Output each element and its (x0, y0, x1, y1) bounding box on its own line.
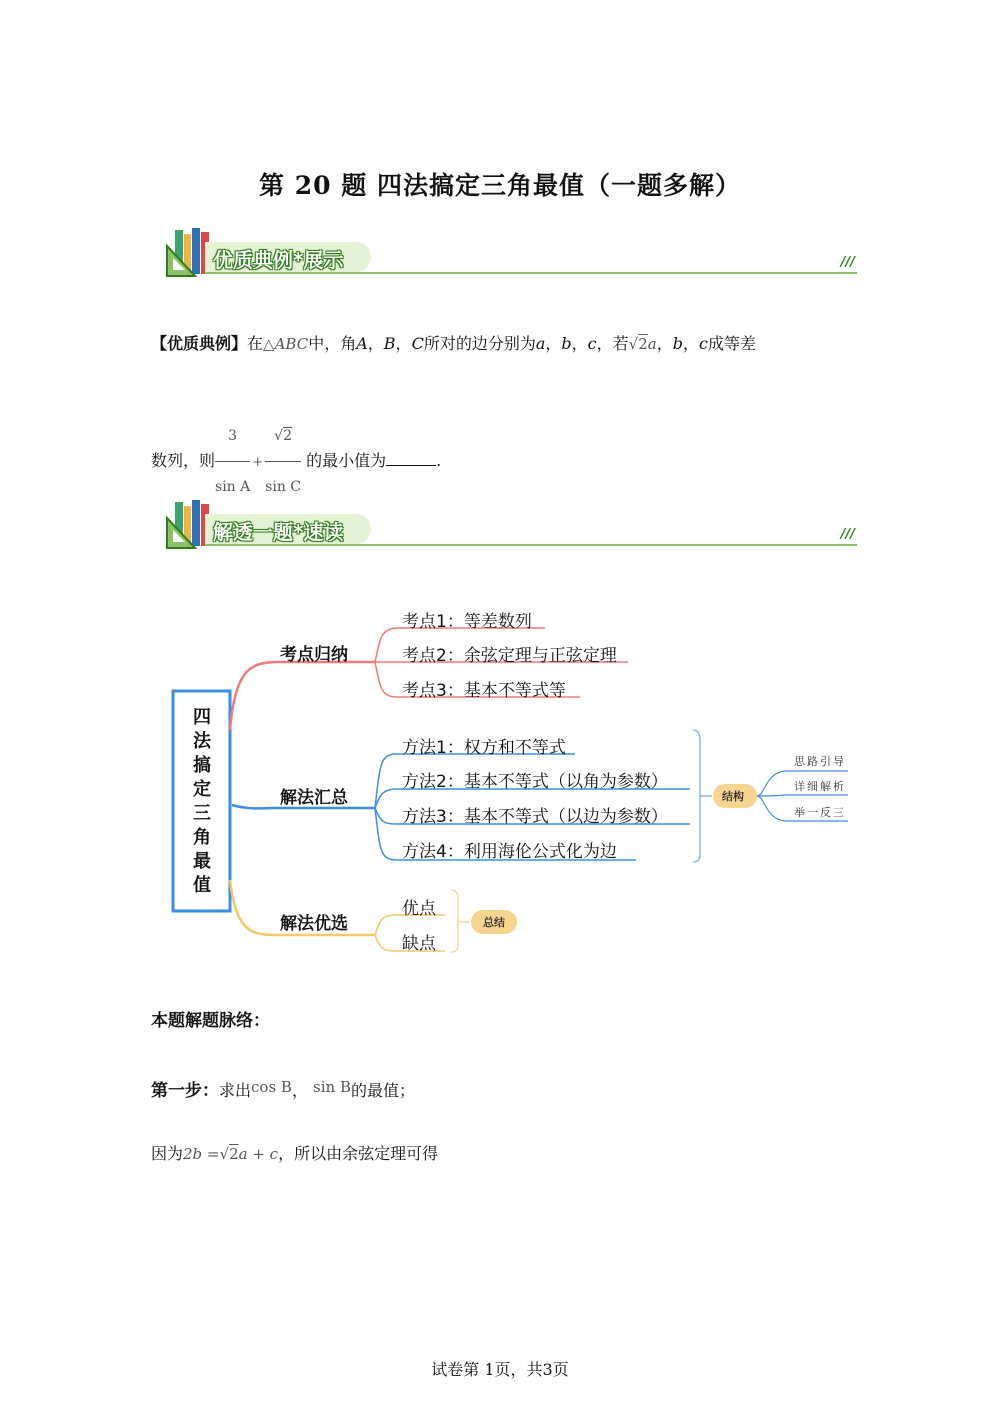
youxuan-item: 优点 (402, 899, 436, 919)
mindmap-root-label: 四法搞定三角最值 (193, 707, 211, 896)
branch-label-jiefa: 解法汇总 (280, 788, 348, 808)
struct-item: 详细解析 (794, 780, 846, 793)
expr-2b: 2b = (183, 1145, 220, 1163)
because-line: 因为2b =√2a + c，所以由余弦定理可得 (151, 1144, 439, 1163)
method-item: 方法2：基本不等式（以角为参数） (402, 772, 668, 792)
page-footer: 试卷第 1页，共3页 (431, 1360, 569, 1379)
text: 的最小值为 (306, 451, 387, 470)
text: . (436, 451, 442, 470)
banner-slash: /// (840, 527, 855, 542)
var-b-upper: B (383, 334, 396, 353)
text: 所对的边分别为 (423, 334, 536, 353)
section-banner-analysis (165, 500, 857, 552)
var-a: a (647, 335, 657, 353)
text: 成等差 (707, 334, 756, 353)
method-item: 方法3：基本不等式（以边为参数） (402, 807, 668, 827)
youxuan-item: 缺点 (402, 934, 436, 954)
text: ，若 (596, 334, 629, 353)
kaodian-item: 考点2：余弦定理与正弦定理 (402, 646, 617, 666)
page-title: 第 20 题 四法搞定三角最值（一题多解） (259, 171, 741, 200)
numerator: √2 (265, 412, 301, 462)
answer-blank[interactable] (386, 465, 436, 466)
method-item: 方法1：权方和不等式 (402, 738, 566, 758)
struct-item: 思路引导 (794, 755, 846, 768)
denominator: sin C (265, 479, 302, 495)
text: 的最值； (351, 1081, 416, 1100)
sin-b: sin B (313, 1078, 351, 1096)
step1-label: 第一步： (151, 1081, 219, 1101)
text: ， (682, 334, 699, 353)
text: ， (395, 334, 412, 353)
step1-line (151, 1077, 415, 1101)
var-c: c (698, 334, 708, 353)
problem-label: 【优质典例】 (151, 334, 248, 353)
struct-item: 举一反三 (794, 806, 846, 819)
text: ， (291, 1081, 308, 1100)
banner-title: 优质典例*展示 (213, 248, 344, 272)
var-b: b (561, 334, 572, 353)
method-item: 方法4：利用海伦公式化为边 (402, 842, 617, 862)
numerator: 3 (215, 412, 250, 462)
text: ，所以由余弦定理可得 (278, 1144, 439, 1163)
branch-label-kaodian: 考点归纳 (280, 645, 348, 665)
denominator: sin A (215, 479, 251, 495)
var-c-upper: C (411, 334, 424, 353)
radicand: 2 (638, 335, 648, 353)
fraction-3-sinA (215, 412, 250, 511)
fraction-sqrt2-sinC (265, 412, 301, 511)
text: 因为 (151, 1144, 184, 1163)
kaodian-item: 考点1：等差数列 (402, 612, 532, 632)
expr-a-plus-c: a + c (238, 1145, 279, 1163)
var-c: c (587, 334, 597, 353)
summary-label: 总结 (483, 916, 505, 929)
var-a-upper: A (356, 334, 368, 353)
text: 数列，则 (151, 451, 216, 470)
text: 中，角 (308, 334, 357, 353)
outline-title: 本题解题脉络： (151, 1011, 270, 1031)
text: ， (571, 334, 588, 353)
var-b: b (672, 334, 683, 353)
radicand: 2 (229, 1145, 239, 1163)
kaodian-item: 考点3：基本不等式等 (402, 681, 566, 701)
text: ， (545, 334, 562, 353)
triangle-abc: △ABC (263, 335, 309, 353)
banner-slash: /// (840, 255, 855, 270)
problem-line-1 (151, 334, 756, 354)
text: ， (367, 334, 384, 353)
radicand: 2 (283, 428, 293, 444)
text: 求出 (219, 1081, 252, 1100)
cos-b: cos B (251, 1078, 292, 1096)
sqrt2a: √2a (628, 335, 657, 353)
struct-label: 结构 (722, 790, 744, 803)
plus-sign: + (252, 455, 264, 470)
text: 在 (247, 334, 264, 353)
text: ， (656, 334, 673, 353)
var-a: a (535, 334, 546, 353)
problem-line-2 (151, 412, 441, 511)
branch-label-youxuan: 解法优选 (280, 914, 348, 934)
branch-line-red (230, 662, 375, 730)
section-banner-example (165, 228, 857, 280)
banner-title: 解透一题*速读 (213, 520, 344, 544)
